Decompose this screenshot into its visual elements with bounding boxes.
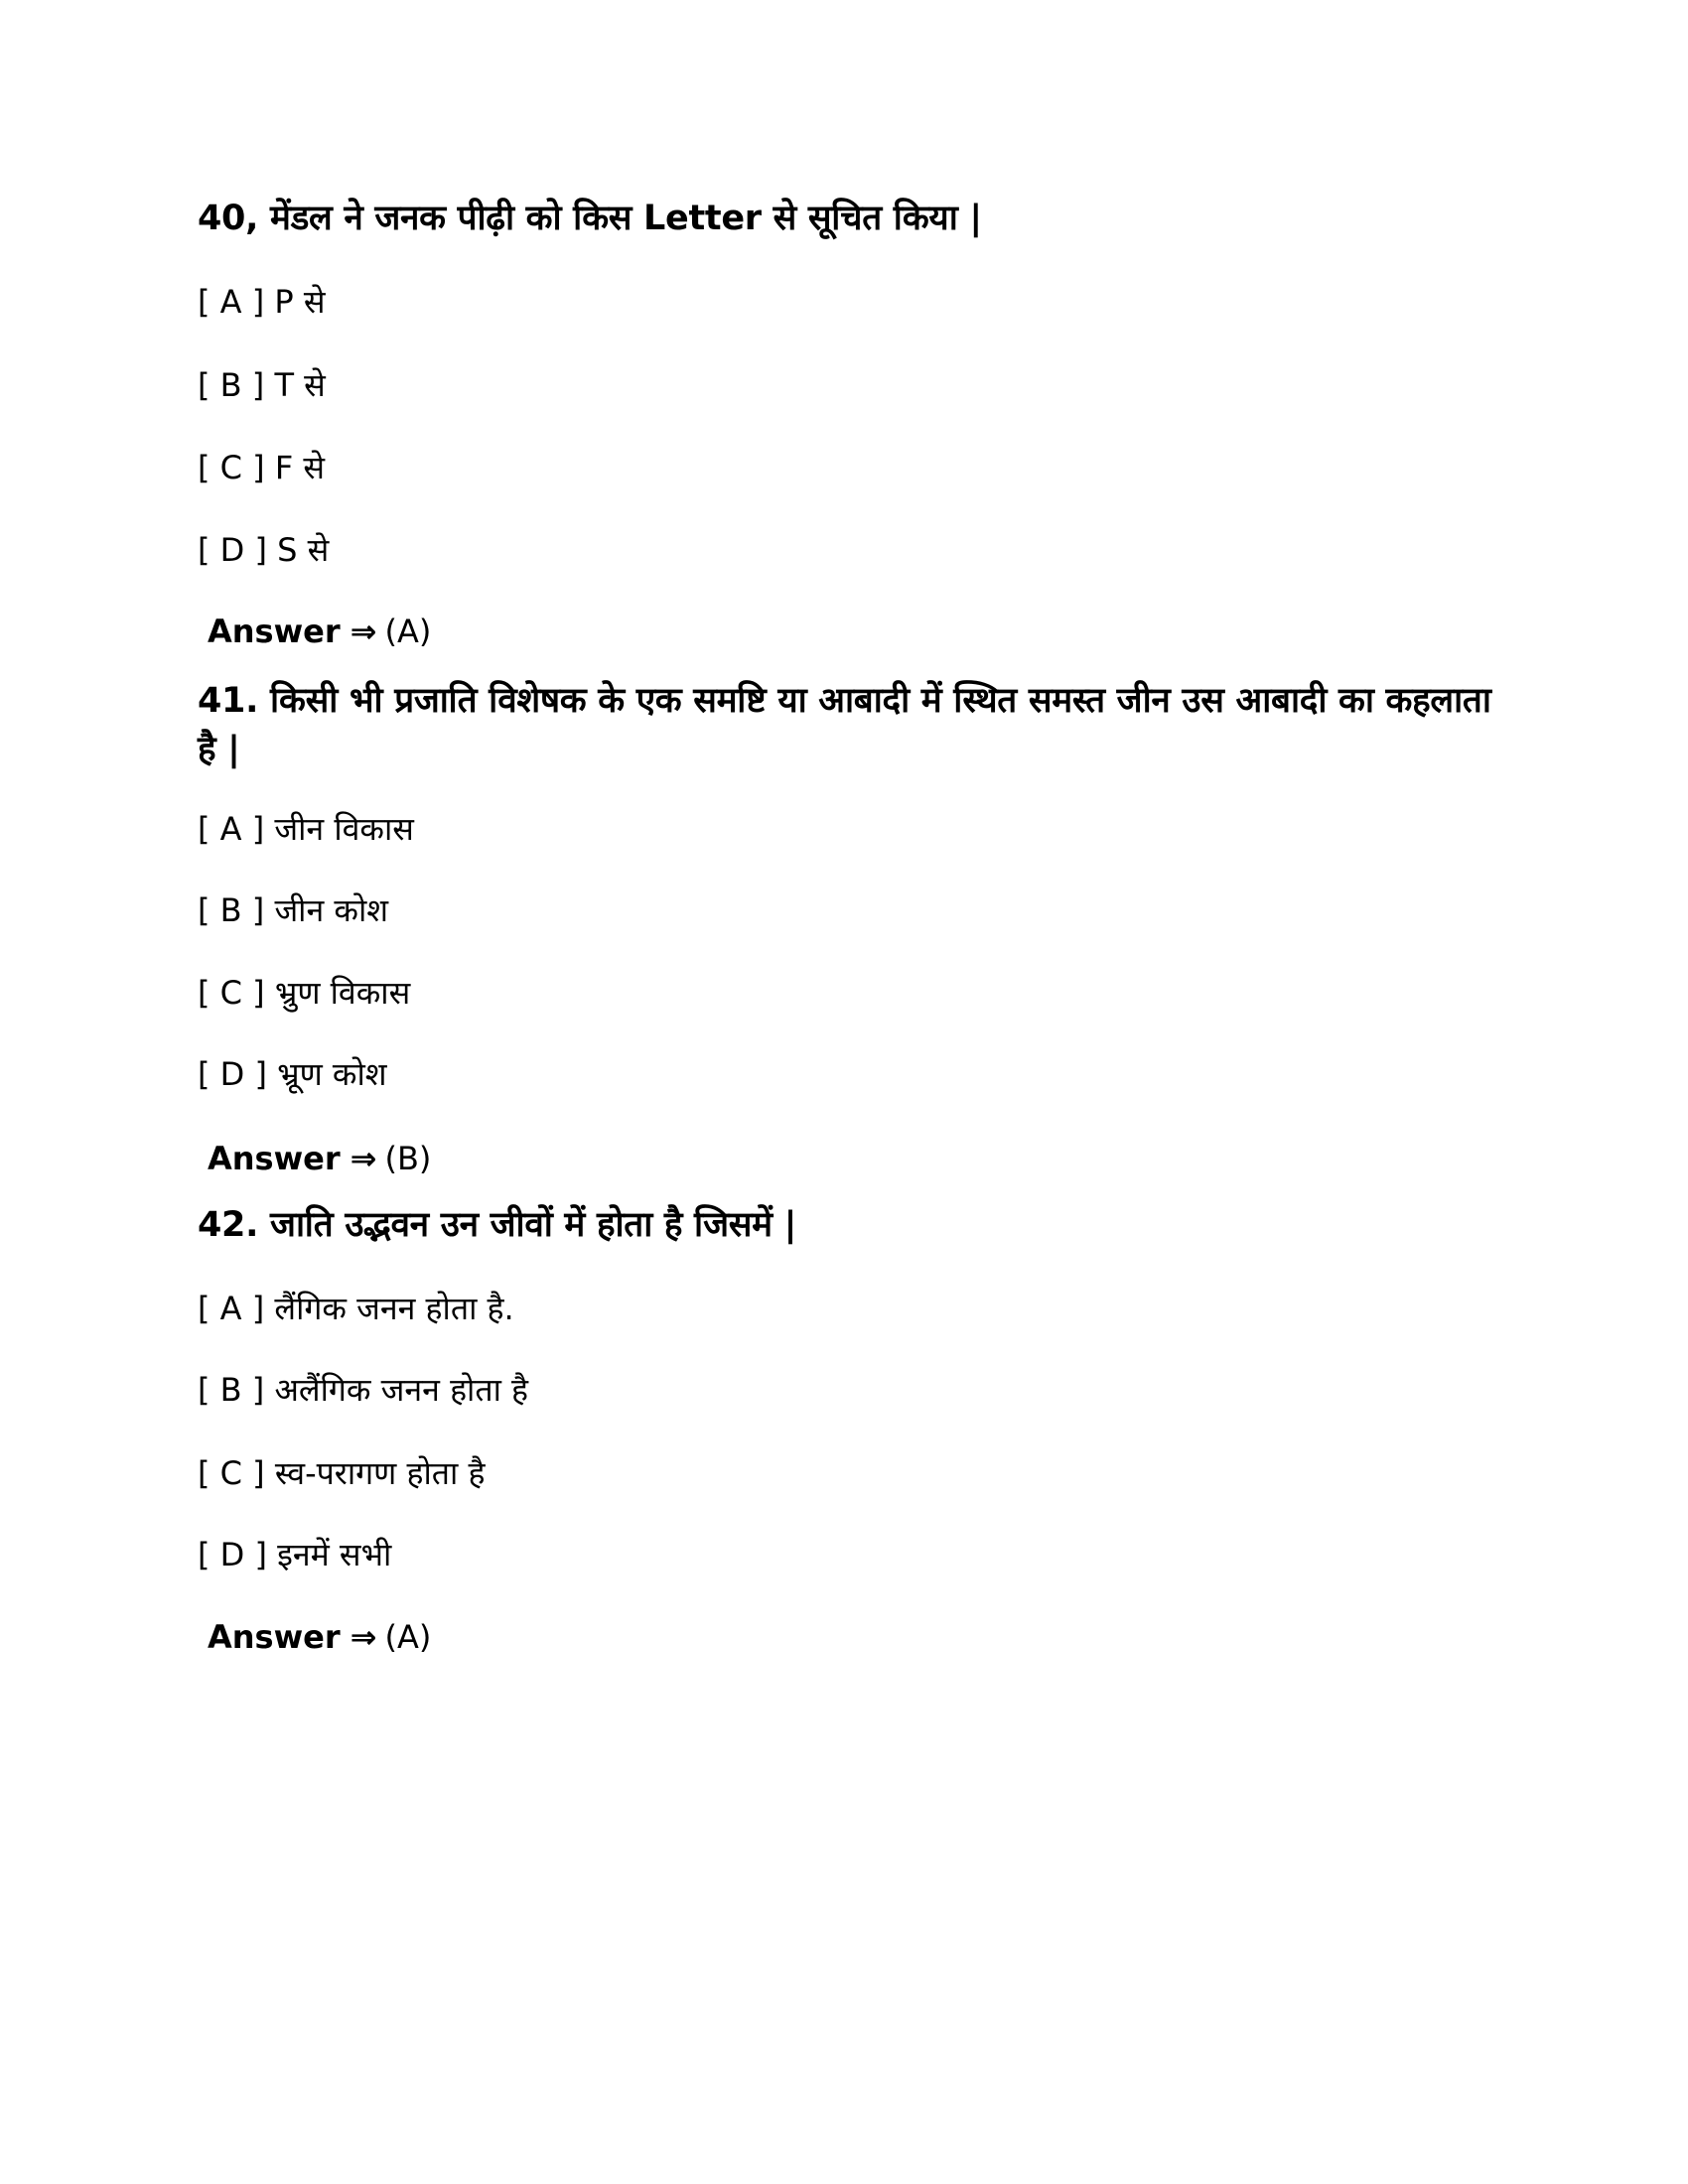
question-40-option-a: [ A ] P से <box>198 283 326 321</box>
answer-value: (A) <box>384 1618 432 1656</box>
answer-label: Answer <box>208 613 341 650</box>
question-42-title: 42. जाति उद्भवन उन जीवों में होता है जिसमें | <box>198 1205 797 1245</box>
answer-value: (A) <box>384 613 432 650</box>
question-40-option-b: [ B ] T से <box>198 366 326 404</box>
question-40-option-c: [ C ] F से <box>198 449 326 486</box>
answer-value: (B) <box>384 1140 432 1177</box>
question-41-answer <box>208 1140 432 1177</box>
question-42-option-d: [ D ] इनमें सभी <box>198 1536 392 1573</box>
question-41-option-b: [ B ] जीन कोश <box>198 891 389 929</box>
answer-label: Answer <box>208 1618 341 1656</box>
question-42-option-b: [ B ] अलैंगिक जनन होता है <box>198 1371 529 1409</box>
question-41-option-c: [ C ] भ्रुण विकास <box>198 974 411 1012</box>
answer-label: Answer <box>208 1140 341 1177</box>
question-41-title: 41. किसी भी प्रजाति विशेषक के एक समष्टि या आबादी में स्थित समस्त जीन उस आबादी का कहलाता है | <box>198 681 1491 769</box>
right-double-arrow-icon: ⇒ <box>350 1140 377 1177</box>
right-double-arrow-icon: ⇒ <box>350 613 377 650</box>
question-42-option-a: [ A ] लैंगिक जनन होता है. <box>198 1290 514 1327</box>
question-42-option-c: [ C ] स्व-परागण होता है <box>198 1454 486 1492</box>
question-41-option-d: [ D ] भ्रूण कोश <box>198 1055 387 1093</box>
question-42-answer <box>208 1618 432 1656</box>
question-40-title: 40, मेंडल ने जनक पीढ़ी को किस Letter से सूचित किया | <box>198 199 982 238</box>
question-41-option-a: [ A ] जीन विकास <box>198 810 414 848</box>
right-double-arrow-icon: ⇒ <box>350 1618 377 1656</box>
question-40-option-d: [ D ] S से <box>198 531 330 569</box>
question-40-answer <box>208 613 432 650</box>
